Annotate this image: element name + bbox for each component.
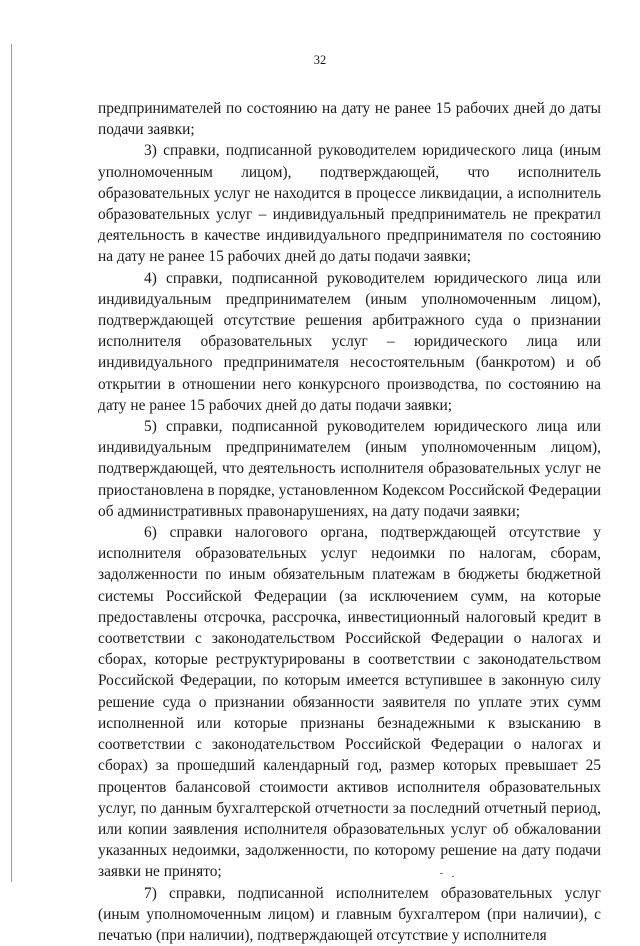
paragraph-item-7: 7) справки, подписанной исполнителем образовательных услуг (иным уполномоченным лицом) и главным бухгалтером (при наличии), с печатью (при наличии), подтверждающей отсутствие у исполнителя xyxy=(98,884,601,944)
paragraph-continuation: предпринимателей по состоянию на дату не ранее 15 рабочих дней до даты подачи заявки; xyxy=(98,100,601,139)
document-body xyxy=(98,98,601,946)
scan-speck xyxy=(440,873,443,874)
paragraph-item-6: 6) справки налогового органа, подтверждающей отсутствие у исполнителя образовательных услуг недоимки по налогам, сборам, задолженности по иным обязательным платежам в бюджеты бюджетной системы Российской Федерации (за исключением сумм, на которые предоставлены отсрочка, рассрочка, инвестиционный налоговый кредит в соответствии с законодательством Российской Федерации о налогах и сборах, которые реструктурированы в соответствии с законодательством Российской Федерации, по которым имеется вступившее в законную силу решение суда о признании обязанности заявителя по уплате этих сумм исполненной или которые признаны безнадежными к взысканию в соответствии с законодательством Российской Федерации о налогах и сборах) за прошедший календарный год, размер которых превышает 25 процентов балансовой стоимости активов исполнителя образовательных услуг, по данным бухгалтерской отчетности за последний отчетный период, или копии заявления исполнителя образовательных услуг об обжаловании указанных недоимки, задолженности, по которому решение на дату подачи заявки не принято; xyxy=(98,524,601,881)
scan-margin-line xyxy=(11,44,12,882)
paragraph-item-5: 5) справки, подписанной руководителем юридического лица или индивидуальным предпринимателем (иным уполномоченным лицом), подтверждающей, что деятельность исполнителя образовательных услуг не приостановлена в порядке, установленном Кодексом Российской Федерации об административных правонарушениях, на дату подачи заявки; xyxy=(98,418,601,520)
scan-speck xyxy=(452,876,454,877)
page-number: 32 xyxy=(313,53,327,67)
paragraph-item-3: 3) справки, подписанной руководителем юридического лица (иным уполномоченным лицом), подтверждающей, что исполнитель образовательных услуг не находится в процессе ликвидации, а исполнитель образовательных услуг – индивидуальный предприниматель не прекратил деятельность в качестве индивидуального предпринимателя по состоянию на дату не ранее 15 рабочих дней до даты подачи заявки; xyxy=(98,142,601,266)
paragraph-item-4: 4) справки, подписанной руководителем юридического лица или индивидуальным предпринимателем (иным уполномоченным лицом), подтверждающей отсутствие решения арбитражного суда о признании исполнителя образовательных услуг – юридического лица или индивидуального предпринимателя несостоятельным (банкротом) и об открытии в отношении него конкурсного производства, по состоянию на дату не ранее 15 рабочих дней до даты подачи заявки; xyxy=(98,269,601,414)
